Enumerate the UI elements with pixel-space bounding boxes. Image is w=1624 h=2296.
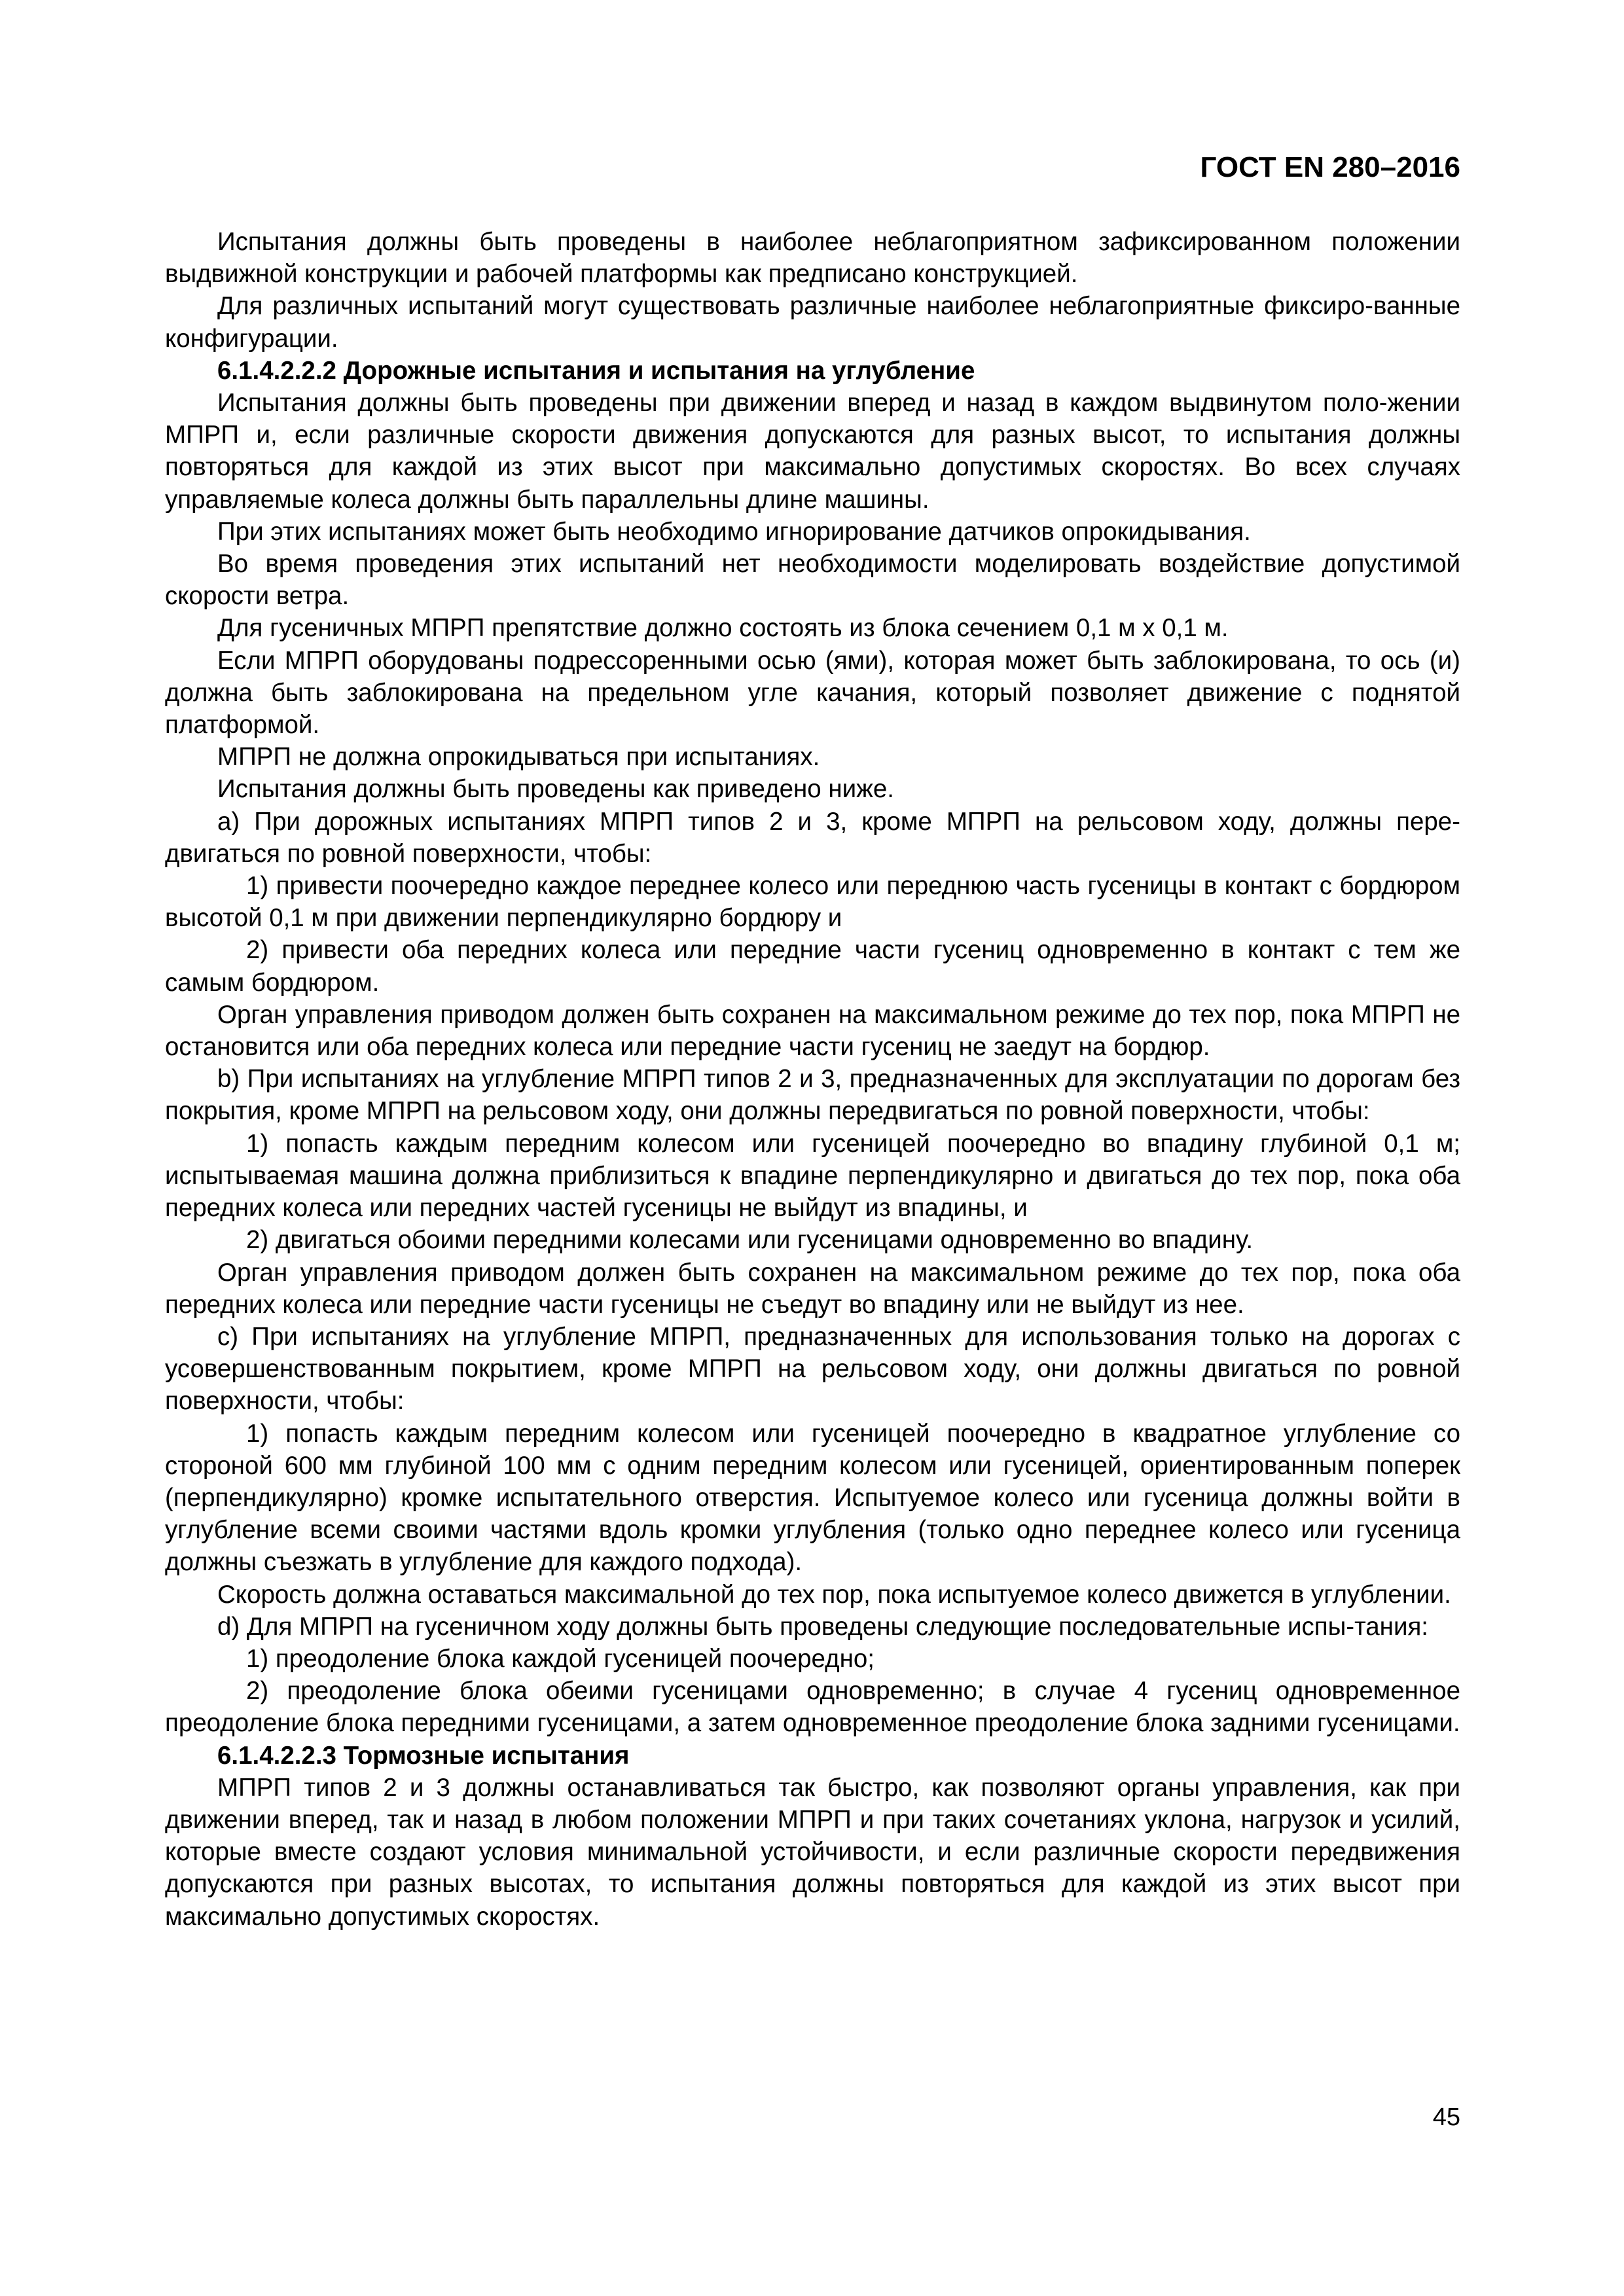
- sub-list-item: 1) попасть каждым передним колесом или гусеницей поочередно во впадину глубиной 0,1 м; испытываемая машина должна приблизиться к впадине перпендикулярно и двигаться до тех пор, пока оба передних колеса или передних частей гусеницы не выйдут из впадины, и: [165, 1129, 1460, 1223]
- document-body: [165, 226, 1460, 1933]
- section-heading: 6.1.4.2.2.2 Дорожные испытания и испытания на углубление: [217, 356, 975, 385]
- sub-list-item: 1) привести поочередно каждое переднее колесо или переднюю часть гусеницы в контакт с бордюром высотой 0,1 м при движении перпендикулярно бордюру и: [165, 872, 1460, 933]
- paragraph: Если МПРП оборудованы подрессоренными осью (ями), которая может быть заблокирована, то ось (и) должна быть заблокирована на предельном угле качания, который позволяет движение с поднятой платформой.: [165, 646, 1460, 740]
- paragraph: Испытания должны быть проведены в наиболее неблагоприятном зафиксированном положении выдвижной конструкции и рабочей платформы как предписано конструкцией.: [165, 228, 1460, 289]
- paragraph: Испытания должны быть проведены как приведено ниже.: [217, 775, 894, 804]
- paragraph: Для различных испытаний могут существовать различные наиболее неблагоприятные фиксиро-ванные конфигурации.: [165, 292, 1460, 353]
- document-code: ГОСТ EN 280–2016: [1200, 151, 1460, 183]
- sub-list-item: 1) преодоление блока каждой гусеницей поочередно;: [246, 1644, 875, 1673]
- paragraph: МПРП типов 2 и 3 должны останавливаться так быстро, как позволяют органы управления, как при движении вперед, так и назад в любом положении МПРП и при таких сочетаниях уклона, нагрузок и усилий, которые вместе создают условия минимальной устойчивости, и если различные скорости передвижения допускаются при разных высотах, то испытания должны повторяться для каждой из этих высот при максимально допустимых скоростях.: [165, 1773, 1460, 1931]
- paragraph: Скорость должна оставаться максимальной до тех пор, пока испытуемое колесо движется в углублении.: [217, 1580, 1451, 1609]
- list-item: b) При испытаниях на углубление МПРП типов 2 и 3, предназначенных для эксплуатации по дорогам без покрытия, кроме МПРП на рельсовом ходу, они должны передвигаться по ровной поверхности, чтобы:: [165, 1065, 1460, 1126]
- page-number: 45: [1432, 2104, 1460, 2131]
- paragraph: Для гусеничных МПРП препятствие должно состоять из блока сечением 0,1 м х 0,1 м.: [217, 614, 1229, 643]
- sub-list-item: 2) двигаться обоими передними колесами или гусеницами одновременно во впадину.: [246, 1226, 1254, 1255]
- paragraph: При этих испытаниях может быть необходимо игнорирование датчиков опрокидывания.: [217, 517, 1251, 546]
- paragraph: Орган управления приводом должен быть сохранен на максимальном режиме до тех пор, пока МПРП не остановится или оба передних колеса или передние части гусениц не заедут на бордюр.: [165, 1000, 1460, 1062]
- list-item: c) При испытаниях на углубление МПРП, предназначенных для использования только на дорогах с усовершенствованным покрытием, кроме МПРП на рельсовом ходу, они должны двигаться по ровной поверхности, чтобы:: [165, 1322, 1460, 1416]
- section-heading: 6.1.4.2.2.3 Тормозные испытания: [217, 1741, 630, 1770]
- paragraph: Во время проведения этих испытаний нет необходимости моделировать воздействие допустимой скорости ветра.: [165, 550, 1460, 611]
- sub-list-item: 2) преодоление блока обеими гусеницами одновременно; в случае 4 гусениц одновременное преодоление блока передними гусеницами, а затем одновременное преодоление блока задними гусеницами.: [165, 1677, 1460, 1738]
- paragraph: Орган управления приводом должен быть сохранен на максимальном режиме до тех пор, пока оба передних колеса или передние части гусеницы не съедут во впадину или не выйдут из нее.: [165, 1258, 1460, 1319]
- list-item: a) При дорожных испытаниях МПРП типов 2 и 3, кроме МПРП на рельсовом ходу, должны пере-двигаться по ровной поверхности, чтобы:: [165, 807, 1460, 868]
- sub-list-item: 2) привести оба передних колеса или передние части гусениц одновременно в контакт с тем же самым бордюром.: [165, 936, 1460, 997]
- paragraph: Испытания должны быть проведены при движении вперед и назад в каждом выдвинутом поло-жении МПРП и, если различные скорости движения допускаются для разных высот, то испытания должны повторяться для каждой из этих высот при максимально допустимых скоростях. Во всех случаях управляемые колеса должны быть параллельны длине машины.: [165, 389, 1460, 514]
- paragraph: МПРП не должна опрокидываться при испытаниях.: [217, 743, 820, 772]
- list-item: d) Для МПРП на гусеничном ходу должны быть проведены следующие последовательные испы-тания:: [217, 1612, 1428, 1641]
- sub-list-item: 1) попасть каждым передним колесом или гусеницей поочередно в квадратное углубление со стороной 600 мм глубиной 100 мм с одним передним колесом или гусеницей, ориентированным поперек (перпендикулярно) кромке испытательного отверстия. Испытуемое колесо или гусеница должны войти в углубление всеми своими частями вдоль кромки углубления (только одно переднее колесо или гусеница должны съезжать в углубление для каждого подхода).: [165, 1419, 1460, 1577]
